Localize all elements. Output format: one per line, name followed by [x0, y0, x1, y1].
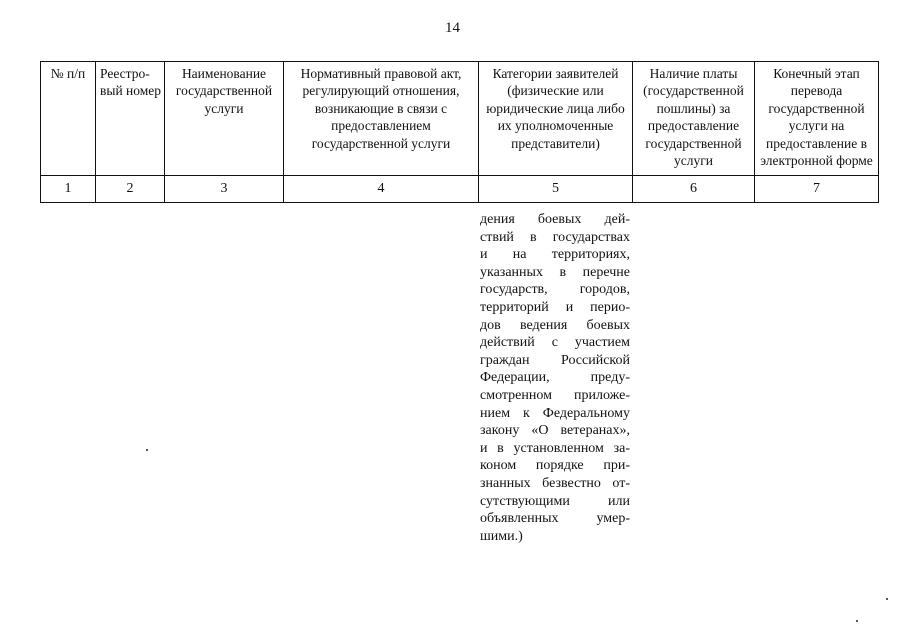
text-line: граждан Российской	[480, 352, 630, 368]
text-line: дения боевых дей-	[480, 212, 630, 227]
text-line: знанных безвестно от-	[480, 475, 630, 491]
services-table-header	[40, 61, 879, 203]
column-number: 2	[96, 176, 165, 203]
column-number: 6	[633, 176, 755, 203]
text-line: сутствующими или	[480, 493, 630, 509]
text-line: государств, городов,	[480, 282, 630, 298]
column-header-service-name: Наименование государственной услуги	[165, 62, 284, 176]
text-line: действий с участием	[480, 335, 630, 351]
column-numbers-row	[41, 176, 879, 203]
text-line: дов ведения боевых	[480, 317, 630, 333]
column-header-final-stage: Конечный этап перевода государственной услуги на предоставление в электронной форме	[755, 62, 879, 176]
column-number: 4	[284, 176, 479, 203]
text-line: и на территориях,	[480, 247, 630, 263]
scan-speck	[886, 598, 888, 600]
text-line: нием к Федеральному	[480, 405, 630, 421]
scan-speck	[856, 620, 858, 622]
column-header-applicant-categories: Категории заявителей (физические или юридические лица либо их уполномоченные представители)	[479, 62, 633, 176]
text-line: закону «О ветеранах»,	[480, 423, 630, 439]
column-number: 1	[41, 176, 96, 203]
column-header-number: № п/п	[41, 62, 96, 176]
page-number: 14	[445, 20, 460, 36]
text-line: смотренном приложе-	[480, 387, 630, 403]
text-line: и в установленном за-	[480, 440, 630, 456]
column-header-legal-act: Нормативный правовой акт, регулирующий отношения, возникающие в связи с предоставлением государственной услуги	[284, 62, 479, 176]
text-line: объявленных умер-	[480, 511, 630, 527]
text-line: ствий в государствах	[480, 229, 630, 245]
text-line: территорий и перио-	[480, 299, 630, 315]
column-number: 3	[165, 176, 284, 203]
column-number: 7	[755, 176, 879, 203]
text-line: Федерации, преду-	[480, 370, 630, 386]
column-number: 5	[479, 176, 633, 203]
column-header-fee: Наличие платы (государственной пошлины) за предоставление государственной услуги	[633, 62, 755, 176]
text-line: шими.)	[480, 528, 523, 544]
column-headers-row	[41, 62, 879, 176]
text-line: коном порядке при-	[480, 458, 630, 474]
applicant-categories-continuation	[480, 211, 630, 545]
column-header-registry-number: Реестро-вый номер	[96, 62, 165, 176]
text-line: указанных в перечне	[480, 264, 630, 280]
scan-speck	[146, 449, 148, 451]
